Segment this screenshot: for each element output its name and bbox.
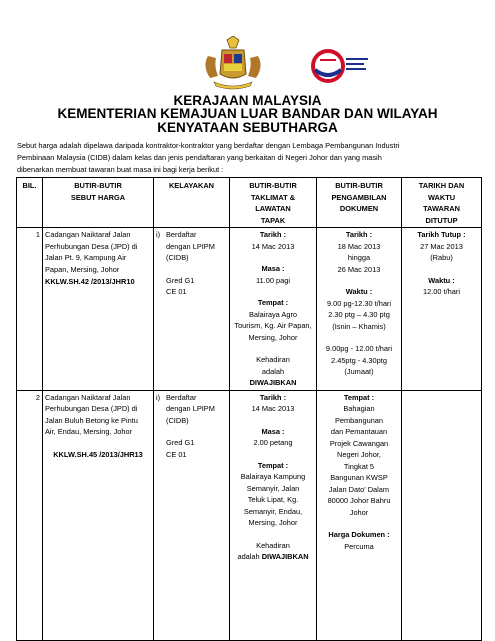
column-header-bil: BIL. bbox=[17, 178, 43, 228]
kklw-logo bbox=[308, 44, 370, 84]
reference-number: KKLW.SH.45 /2013/JHR13 bbox=[53, 449, 143, 459]
header-line-ministry: KEMENTERIAN KEMAJUAN LUAR BANDAR DAN WILAYAH bbox=[57, 106, 438, 121]
qualification: i) Berdaftar dengan LPIPM (CIDB) Gred G1 CE 01 bbox=[154, 228, 230, 391]
row-number: 2 bbox=[17, 390, 43, 640]
row-number: 1 bbox=[17, 228, 43, 391]
document-collection: Tempat : Bahagian Pembangunan dan Pemantauan Projek Cawangan Negeri Johor, Tingkat 5 Bangunan KWSP Jalan Dato' Dalam 80000 Johor Bahru Johor Harga Dokumen : Percuma bbox=[317, 390, 402, 640]
intro-line: Sebut harga adalah dipelawa daripada kontraktor-kontraktor yang berdaftar dengan Lembaga Pembangunan Industri bbox=[17, 141, 400, 150]
intro-line: dibenarkan membuat tawaran buat masa ini bagi kerja berikut : bbox=[17, 165, 224, 174]
column-header-butiran: BUTIR-BUTIR SEBUT HARGA bbox=[43, 178, 154, 228]
project-description: Cadangan Naiktaraf Jalan Perhubungan Desa (JPD) di Jalan Buluh Betong ke Pintu Air, Endau, Mersing, Johor KKLW.SH.45 /2013/JHR13 bbox=[43, 390, 154, 640]
quotation-table bbox=[16, 177, 482, 641]
malaysia-coat-of-arms-logo bbox=[200, 36, 266, 90]
table-row bbox=[17, 390, 482, 640]
briefing-details: Tarikh : 14 Mac 2013 Masa : 11.00 pagi Tempat : Balairaya Agro Tourism, Kg. Air Papan, Mersing, Johor Kehadiran adalah DIWAJIBKAN bbox=[230, 228, 317, 391]
closing-date: Tarikh Tutup : 27 Mac 2013 (Rabu) Waktu : 12.00 t/hari bbox=[402, 228, 482, 391]
intro-line: Pembinaan Malaysia (CIDB) dalam kelas dan jenis pendaftaran yang berkaitan di Negeri Johor dan yang masih bbox=[17, 153, 382, 162]
intro-paragraph bbox=[17, 140, 479, 176]
table-header-row bbox=[17, 178, 482, 228]
reference-number: KKLW.SH.42 /2013/JHR10 bbox=[45, 277, 135, 286]
column-header-kelayakan: KELAYAKAN bbox=[154, 178, 230, 228]
table-row bbox=[17, 228, 482, 391]
column-header-taklimat: BUTIR-BUTIR TAKLIMAT & LAWATAN TAPAK bbox=[230, 178, 317, 228]
header-line-government: KERAJAAN MALAYSIA bbox=[173, 93, 322, 108]
logo-bar bbox=[0, 36, 495, 92]
column-header-tarikh-tutup: TARIKH DAN WAKTU TAWARAN DITUTUP bbox=[402, 178, 482, 228]
column-header-dokumen: BUTIR-BUTIR PENGAMBILAN DOKUMEN bbox=[317, 178, 402, 228]
project-description: Cadangan Naiktaraf Jalan Perhubungan Desa (JPD) di Jalan Pt. 9, Kampung Air Papan, Mersing, Johor KKLW.SH.42 /2013/JHR10 bbox=[43, 228, 154, 391]
closing-date bbox=[402, 390, 482, 640]
document-collection: Tarikh : 18 Mac 2013 hingga 26 Mac 2013 Waktu : 9.00 pg-12.30 t/hari 2.30 ptg – 4.30 ptg (Isnin – Khamis) 9.00pg - 12.00 t/hari 2.45ptg - 4.30ptg (Jumaat) bbox=[317, 228, 402, 391]
qualification: i) Berdaftar dengan LPIPM (CIDB) Gred G1 CE 01 bbox=[154, 390, 230, 640]
page-title: KENYATAAN SEBUTHARGA bbox=[157, 120, 338, 135]
briefing-details: Tarikh : 14 Mac 2013 Masa : 2.00 petang Tempat : Balairaya Kampung Semanyir, Jalan Teluk Lipat, Kg. Semanyir, Endau, Mersing, Johor Kehadiran adalah DIWAJIBKAN bbox=[230, 390, 317, 640]
